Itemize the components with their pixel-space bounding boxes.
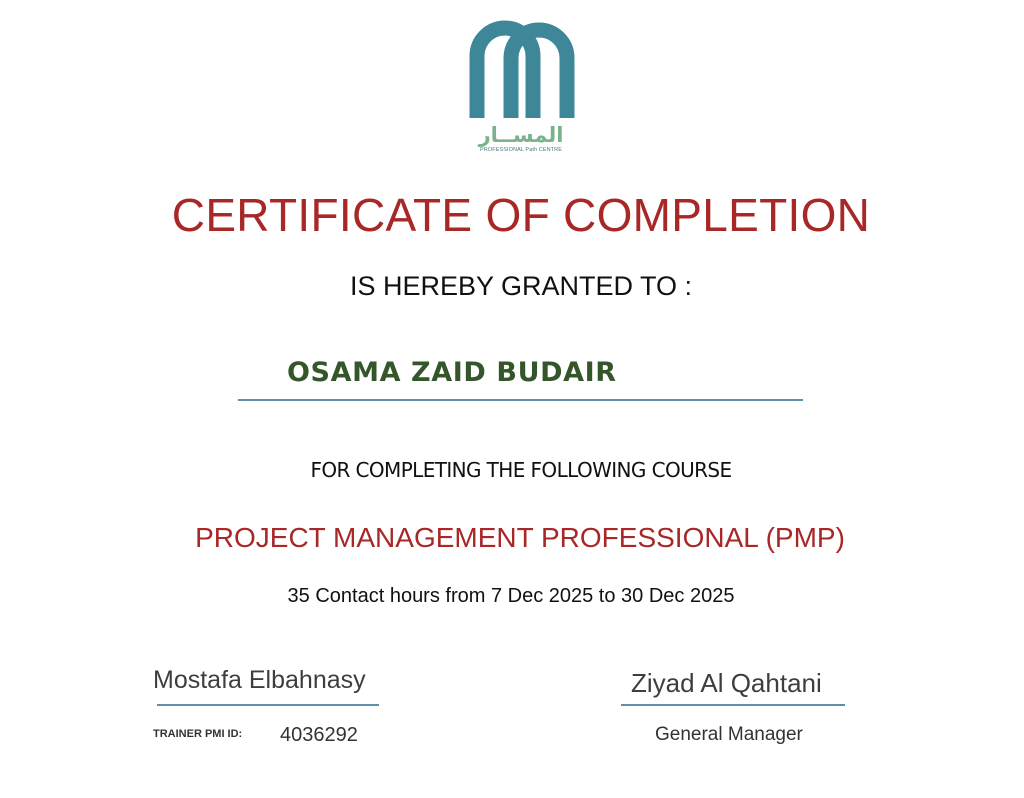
manager-signature-line (621, 704, 845, 706)
recipient-name: OSAMA ZAID BUDAIR (287, 357, 617, 388)
for-completing-text: FOR COMPLETING THE FOLLOWING COURSE (310, 458, 732, 482)
certificate-title: CERTIFICATE OF COMPLETION (171, 189, 871, 241)
trainer-id-value: 4036292 (280, 724, 358, 746)
path-logo-icon (462, 18, 580, 122)
recipient-underline (238, 399, 803, 401)
trainer-id-label: TRAINER PMI ID: (153, 728, 243, 740)
logo-arabic-text: المســار (478, 123, 564, 147)
manager-name: Ziyad Al Qahtani (631, 668, 822, 698)
trainer-name: Mostafa Elbahnasy (153, 666, 366, 694)
logo-subtitle: PROFESSIONAL Path CENTRE (480, 147, 562, 153)
logo (462, 18, 580, 158)
contact-hours-text: 35 Contact hours from 7 Dec 2025 to 30 Dec 2025 (287, 585, 735, 607)
manager-title: General Manager (655, 724, 803, 745)
granted-text: IS HEREBY GRANTED TO : (349, 271, 693, 301)
course-name: PROJECT MANAGEMENT PROFESSIONAL (PMP) (195, 522, 845, 553)
trainer-signature-line (157, 704, 379, 706)
